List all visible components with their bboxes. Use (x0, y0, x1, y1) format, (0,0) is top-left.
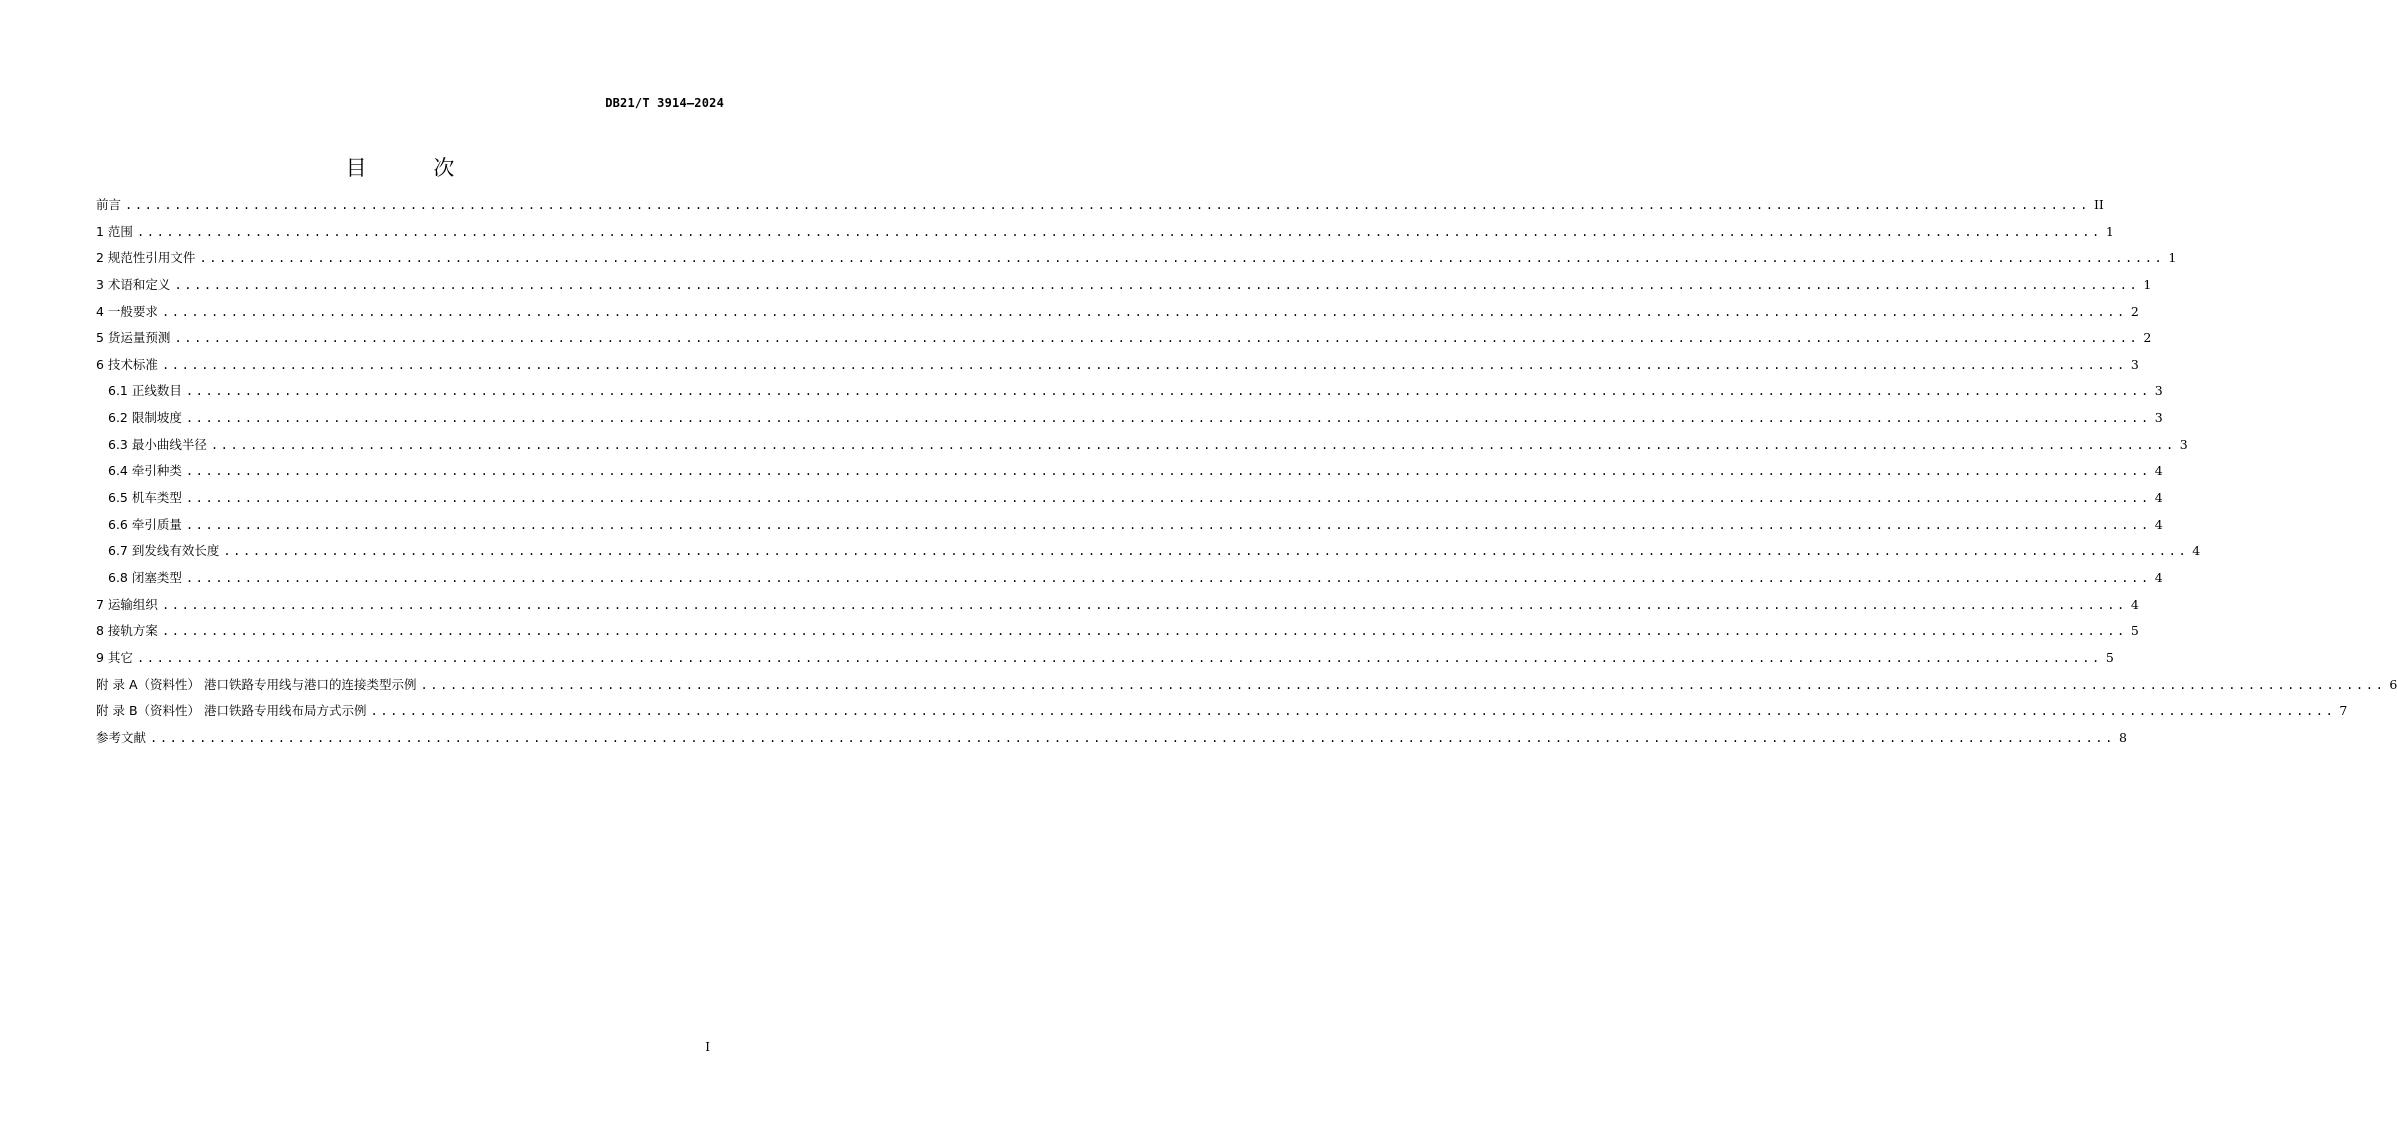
toc-entry-label: 5 货运量预测 (96, 330, 171, 346)
toc-leader-dots: ........................................................................................................................................................................................................ (210, 437, 2176, 452)
toc-entry-page: 6 (2389, 676, 2397, 692)
toc-leader-dots: ........................................................................................................................................................................................................ (161, 357, 2127, 372)
toc-entry-page: 7 (2339, 703, 2348, 719)
toc-title: 目 次 (345, 156, 485, 180)
toc-entry-label: 6.5 机车类型 (108, 490, 182, 506)
toc-entry-label: 6.2 限制坡度 (108, 410, 182, 426)
toc-entry-label: 9 其它 (96, 649, 133, 665)
toc-entry[interactable] (96, 485, 2163, 512)
toc-entry[interactable] (96, 272, 2152, 299)
toc-entry-page: 1 (2143, 276, 2152, 292)
toc-leader-dots: ........................................................................................................................................................................................................ (161, 597, 2127, 612)
page-number: I (705, 1040, 710, 1054)
toc-entry-page: 4 (2154, 516, 2163, 532)
toc-entry[interactable] (96, 219, 2114, 246)
toc-leader-dots: ........................................................................................................................................................................................................ (136, 650, 2102, 665)
toc-entry-label: 6 技术标准 (96, 356, 158, 372)
toc-entry-page: 4 (2154, 463, 2163, 479)
toc-leader-dots: ........................................................................................................................................................................................................ (174, 277, 2140, 292)
toc-entry-label: 8 接轨方案 (96, 623, 158, 639)
toc-entry[interactable] (96, 245, 2177, 272)
toc-leader-dots: ........................................................................................................................................................................................................ (185, 517, 2151, 532)
toc-entry-page: 4 (2130, 596, 2139, 612)
toc-entry-label: 1 范围 (96, 223, 133, 239)
document-code: DB21/T 3914—2024 (605, 96, 724, 110)
toc-entry-page: 3 (2130, 356, 2139, 372)
toc-leader-dots: ........................................................................................................................................................................................................ (199, 251, 2165, 266)
toc-entry[interactable] (96, 698, 2348, 725)
toc-entry-label: 7 运输组织 (96, 596, 158, 612)
toc-entry-page: 1 (2168, 250, 2177, 266)
toc-entry-page: 1 (2105, 223, 2114, 239)
toc-entry[interactable] (96, 192, 2104, 219)
toc-entry-page: 4 (2154, 490, 2163, 506)
toc-entry[interactable] (96, 378, 2163, 405)
toc-entry-page: 4 (2192, 543, 2201, 559)
toc-entry-label: 6.8 闭塞类型 (108, 569, 182, 585)
toc-entry[interactable] (96, 512, 2163, 539)
toc-entry-page: 4 (2154, 569, 2163, 585)
toc-entry[interactable] (96, 725, 2127, 752)
toc-entry-label: 6.6 牵引质量 (108, 516, 182, 532)
toc-entry-page: 3 (2154, 410, 2163, 426)
toc-entry[interactable] (96, 405, 2163, 432)
toc-entry-page: 2 (2130, 303, 2139, 319)
toc-entry-page: 3 (2154, 383, 2163, 399)
toc-leader-dots: ........................................................................................................................................................................................................ (125, 198, 2090, 212)
toc-leader-dots: ........................................................................................................................................................................................................ (161, 304, 2127, 319)
toc-entry-label: 前言 (96, 197, 122, 212)
toc-leader-dots: ........................................................................................................................................................................................................ (185, 464, 2151, 479)
toc-entry-page: 8 (2118, 729, 2127, 745)
toc-entry[interactable] (96, 325, 2152, 352)
toc-entry[interactable] (96, 458, 2163, 485)
toc-entry-page: 5 (2105, 649, 2114, 665)
toc-entry[interactable] (96, 618, 2139, 645)
toc-entry[interactable] (96, 432, 2188, 459)
toc-entry[interactable] (96, 672, 2397, 699)
toc-entry-label: 附 录 A（资料性） 港口铁路专用线与港口的连接类型示例 (96, 676, 417, 692)
toc-entry-page: II (2093, 197, 2104, 212)
toc-entry-label: 2 规范性引用文件 (96, 250, 196, 266)
toc-entry[interactable] (96, 352, 2139, 379)
toc-entry-label: 6.3 最小曲线半径 (108, 436, 207, 452)
toc-entry-label: 附 录 B（资料性） 港口铁路专用线布局方式示例 (96, 703, 367, 719)
toc-entry[interactable] (96, 592, 2139, 619)
toc-entry[interactable] (96, 299, 2139, 326)
toc-entry-label: 6.4 牵引种类 (108, 463, 182, 479)
toc-entry-page: 2 (2143, 330, 2152, 346)
toc-leader-dots: ........................................................................................................................................................................................................ (185, 491, 2151, 506)
toc-leader-dots: ........................................................................................................................................................................................................ (174, 331, 2140, 346)
toc-entry-page: 5 (2130, 623, 2139, 639)
toc-leader-dots: ........................................................................................................................................................................................................ (185, 411, 2151, 426)
toc-entry-page: 3 (2179, 436, 2188, 452)
toc-entry[interactable] (96, 645, 2114, 672)
toc-leader-dots: ........................................................................................................................................................................................................ (136, 224, 2102, 239)
toc-entry-label: 4 一般要求 (96, 303, 158, 319)
toc-leader-dots: ........................................................................................................................................................................................................ (150, 730, 2115, 745)
toc-entry-label: 6.1 正线数目 (108, 383, 182, 399)
toc-leader-dots: ........................................................................................................................................................................................................ (185, 570, 2151, 585)
toc-entry[interactable] (96, 565, 2163, 592)
toc-leader-dots: ........................................................................................................................................................................................................ (161, 624, 2127, 639)
toc-leader-dots: ........................................................................................................................................................................................................ (223, 544, 2189, 559)
table-of-contents (96, 192, 2397, 751)
toc-entry-label: 3 术语和定义 (96, 276, 171, 292)
toc-leader-dots: ........................................................................................................................................................................................................ (420, 677, 2386, 692)
toc-entry[interactable] (96, 538, 2201, 565)
toc-leader-dots: ........................................................................................................................................................................................................ (370, 704, 2336, 719)
toc-entry-label: 参考文献 (96, 729, 147, 745)
toc-leader-dots: ........................................................................................................................................................................................................ (185, 384, 2151, 399)
toc-entry-label: 6.7 到发线有效长度 (108, 543, 220, 559)
